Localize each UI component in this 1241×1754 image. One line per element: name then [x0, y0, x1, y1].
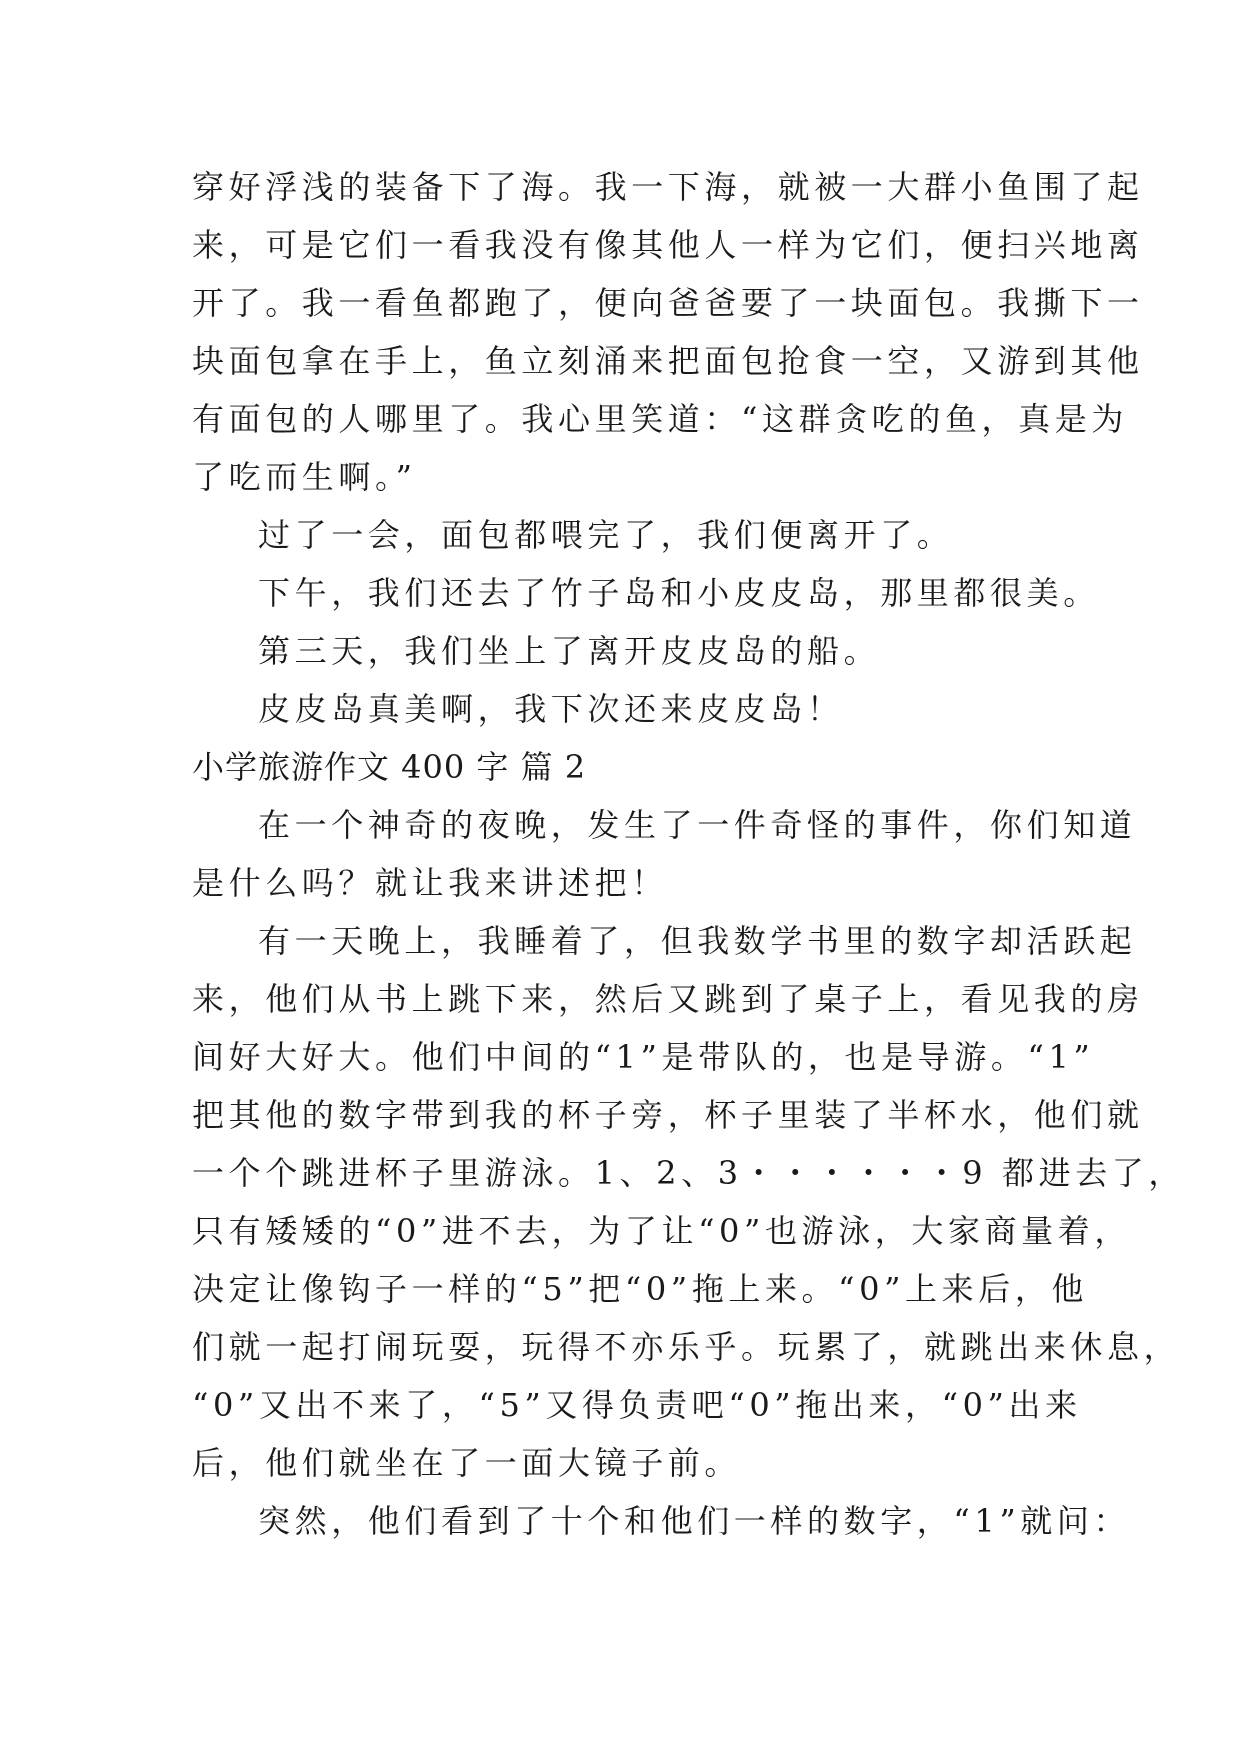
text-line: “0”又出不来了，“5”又得负责吧“0”拖出来，“0”出来 — [192, 1386, 1082, 1424]
paragraph-line: 第三天，我们坐上了离开皮皮岛的船。 — [258, 632, 881, 670]
paragraph-line: 突然，他们看到了十个和他们一样的数字，“1”就问： — [258, 1502, 1131, 1540]
text-line: 只有矮矮的“0”进不去，为了让“0”也游泳，大家商量着， — [192, 1212, 1131, 1250]
text-line: 了吃而生啊。” — [192, 458, 417, 496]
document-body — [192, 158, 1186, 1550]
text-line: 后，他们就坐在了一面大镜子前。 — [192, 1444, 742, 1482]
text-line: 间好大好大。他们中间的“1”是带队的，也是导游。“1” — [192, 1038, 1095, 1076]
text-line: 有面包的人哪里了。我心里笑道：“这群贪吃的鱼，真是为 — [192, 400, 1128, 438]
paragraph-line: 在一个神奇的夜晚，发生了一件奇怪的事件，你们知道 — [258, 806, 1137, 844]
text-line: 来，他们从书上跳下来，然后又跳到了桌子上，看见我的房 — [192, 980, 1144, 1018]
text-line: 开了。我一看鱼都跑了，便向爸爸要了一块面包。我撕下一 — [192, 284, 1144, 322]
text-line: 来，可是它们一看我没有像其他人一样为它们，便扫兴地离 — [192, 226, 1144, 264]
text-line: 把其他的数字带到我的杯子旁，杯子里装了半杯水，他们就 — [192, 1096, 1144, 1134]
text-line: 是什么吗？就让我来讲述把！ — [192, 864, 668, 902]
section-heading: 小学旅游作文 400 字 篇 2 — [192, 748, 587, 786]
text-line: 们就一起打闹玩耍，玩得不亦乐乎。玩累了，就跳出来休息， — [192, 1328, 1181, 1366]
text-line: 一个个跳进杯子里游泳。1、2、3・・・・・・9 都进去了， — [192, 1154, 1186, 1192]
paragraph-line: 皮皮岛真美啊，我下次还来皮皮岛！ — [258, 690, 844, 728]
paragraph-line: 过了一会，面包都喂完了，我们便离开了。 — [258, 516, 954, 554]
text-line: 穿好浮浅的装备下了海。我一下海，就被一大群小鱼围了起 — [192, 168, 1144, 206]
text-line: 块面包拿在手上，鱼立刻涌来把面包抢食一空，又游到其他 — [192, 342, 1144, 380]
text-line: 决定让像钩子一样的“5”把“0”拖上来。“0”上来后，他 — [192, 1270, 1089, 1308]
paragraph-line: 有一天晚上，我睡着了，但我数学书里的数字却活跃起 — [258, 922, 1137, 960]
paragraph-line: 下午，我们还去了竹子岛和小皮皮岛，那里都很美。 — [258, 574, 1100, 612]
